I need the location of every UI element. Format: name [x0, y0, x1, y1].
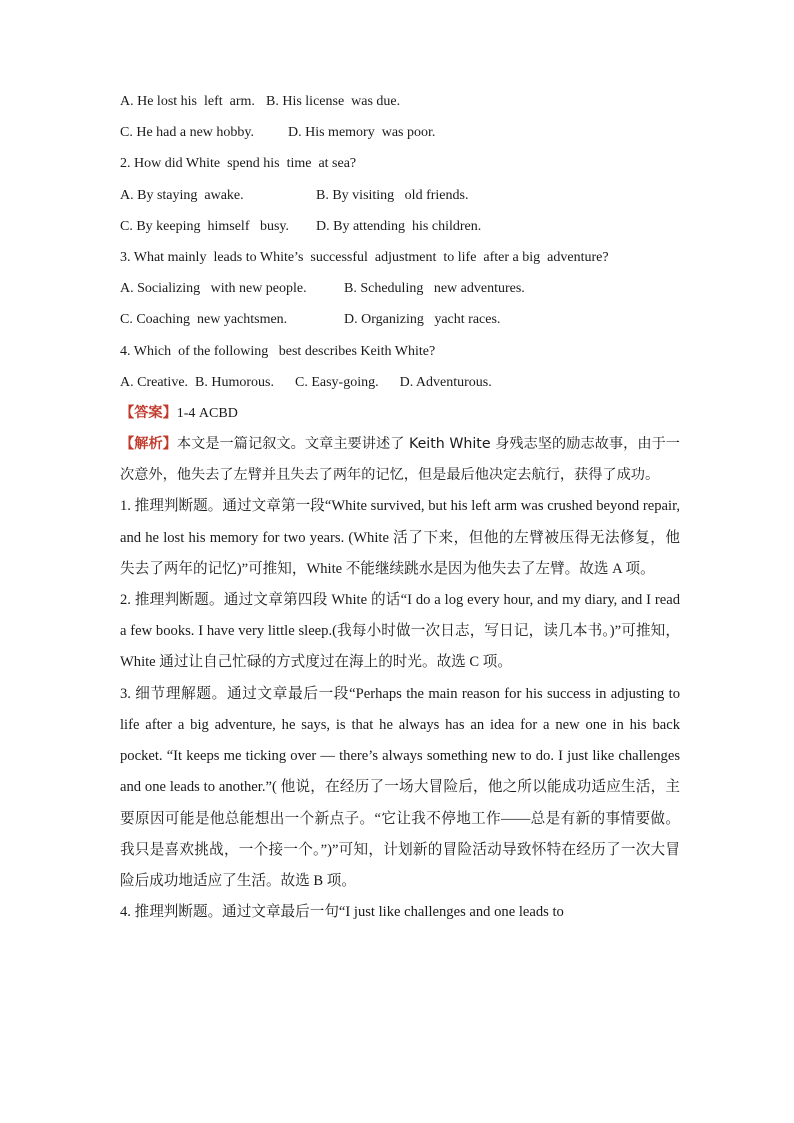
- analysis-intro: 本文是一篇记叙文。文章主要讲述了 Keith White 身残志坚的励志故事，由于一次意外，他失去了左臂并且失去了两年的记忆，但是最后他决定去航行，获得了成功。: [120, 436, 680, 484]
- q2-option-b: B. By visiting old friends.: [316, 187, 469, 203]
- analysis-item-3: 3. 细节理解题。通过文章最后一段“Perhaps the main reason for his success in adjusting to life after a big adventure, he says, is that he always has an idea for a new one in his back pocket. “It keeps me ticking over — there’s always something new to do. I just like challenges and one leads to another.”( 他说，在经历了一场大冒险后，他之所以能成功适应生活，主要原因可能是他总能想出一个新点子。“它让我不停地工作——总是有新的事情要做。我只是喜欢挑战，一个接一个。”)”可知，计划新的冒险活动导致怀特在经历了一次大冒险后成功地适应了生活。故选 B 项。: [120, 685, 680, 889]
- answer-text: 1-4 ACBD: [176, 405, 238, 421]
- q1-options-row-1: [120, 86, 680, 117]
- q4-options-row: [120, 367, 680, 398]
- answer-row: [120, 398, 680, 429]
- q2-options-row-1: [120, 180, 680, 211]
- q4-option-d: D. Adventurous.: [399, 374, 492, 390]
- q4-stem: 4. Which of the following best describes Keith White?: [120, 343, 436, 359]
- analysis-item-4: 4. 推理判断题。通过文章最后一句“I just like challenges and one leads to: [120, 904, 564, 921]
- q3-option-b: B. Scheduling new adventures.: [344, 281, 525, 297]
- q3-option-d: D. Organizing yacht races.: [344, 312, 501, 328]
- q2-stem: 2. How did White spend his time at sea?: [120, 156, 357, 172]
- q2-options-row-2: [120, 211, 680, 242]
- q1-option-b: B. His license was due.: [266, 94, 401, 109]
- analysis-intro-paragraph: [120, 429, 680, 491]
- q1-option-a: A. He lost his left arm.: [120, 94, 255, 109]
- analysis-label: 【解析】: [120, 436, 177, 453]
- analysis-item-2: 2. 推理判断题。通过文章第四段 White 的话“I do a log every hour, and my diary, and I read a few books. I have very little sleep.(我每小时做一次日志，写日记，读几本书。)”可推知，White 通过让自己忙碌的方式度过在海上的时光。故选 C 项。: [120, 592, 680, 671]
- analysis-item-1: 1. 推理判断题。通过文章第一段“White survived, but his left arm was crushed beyond repair, and he lost his memory for two years. (White 活了下来，但他的左臂被压得无法修复，他失去了两年的记忆)”可推知，White 不能继续跳水是因为他失去了左臂。故选 A 项。: [120, 498, 680, 577]
- q4-option-a: A. Creative.: [120, 374, 189, 390]
- q3-stem: 3. What mainly leads to White’s successful adjustment to life after a big adventure?: [120, 249, 609, 265]
- q3-options-row-1: [120, 273, 680, 304]
- q1-option-d: D. His memory was poor.: [288, 125, 436, 141]
- q3-option-c: C. Coaching new yachtsmen.: [120, 312, 288, 328]
- q4-option-c: C. Easy-going.: [294, 374, 379, 390]
- q3-option-a: A. Socializing with new people.: [120, 281, 307, 297]
- q3-options-row-2: [120, 304, 680, 335]
- q1-option-c: C. He had a new hobby.: [120, 125, 255, 141]
- document-content: [120, 86, 680, 928]
- answer-label: 【答案】: [120, 404, 177, 421]
- q1-options-row-2: [120, 117, 680, 148]
- q2-option-a: A. By staying awake.: [120, 187, 244, 203]
- q2-option-c: C. By keeping himself busy.: [120, 218, 290, 234]
- q2-option-d: D. By attending his children.: [316, 218, 482, 234]
- q4-option-b: B. Humorous.: [195, 374, 274, 390]
